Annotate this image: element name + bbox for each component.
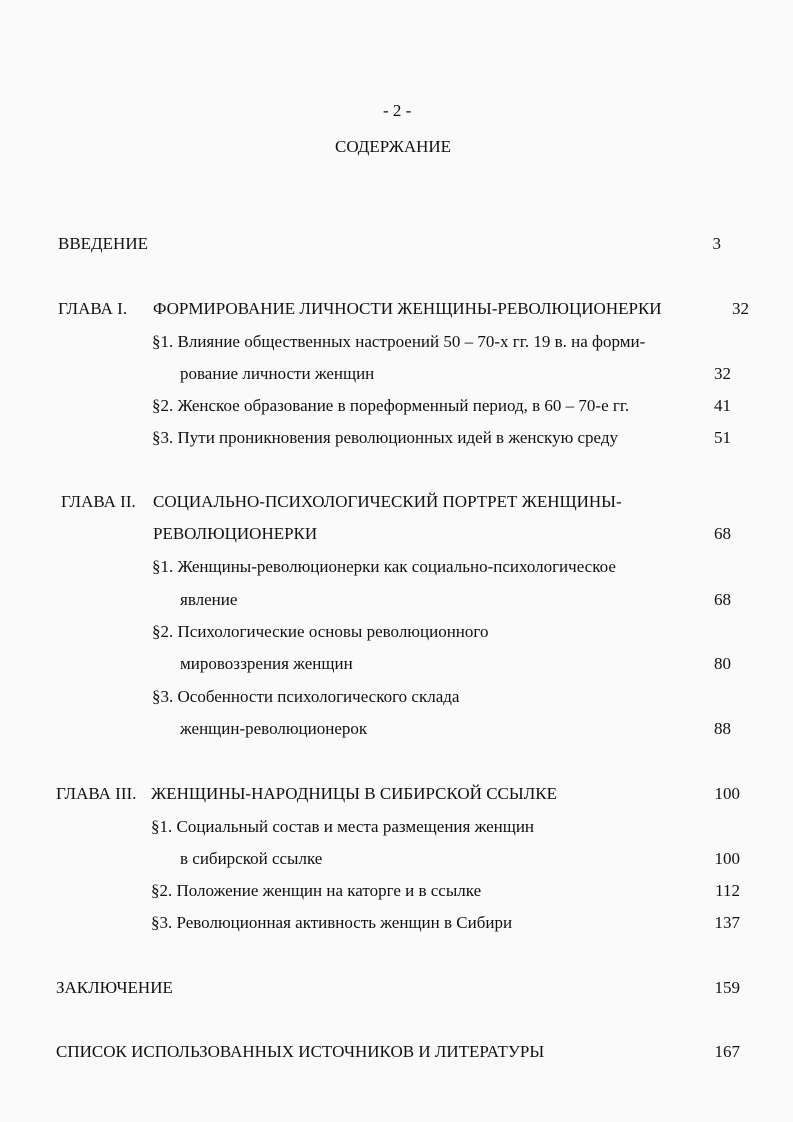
toc-intro-label: ВВЕДЕНИЕ [58,234,148,253]
toc-ch2-sec2-line1: §2. Психологические основы революционного [152,622,489,641]
toc-ch1-sec3-line1: §3. Пути проникновения революционных идей в женскую среду [152,428,619,447]
toc-chapter-3-page: 100 [714,784,740,803]
toc-intro-page: 3 [712,234,721,253]
toc-ch1-sec2-page: 41 [714,396,731,415]
toc-chapter-2-page: 68 [714,524,731,543]
toc-chapter-1-title: ФОРМИРОВАНИЕ ЛИЧНОСТИ ЖЕНЩИНЫ-РЕВОЛЮЦИОНЕРКИ [153,299,662,318]
toc-chapter-3-label: ГЛАВА III. [56,784,137,803]
toc-conclusion-label: ЗАКЛЮЧЕНИЕ [56,978,173,997]
toc-ch3-sec2-page: 112 [715,881,740,900]
toc-chapter-3-title: ЖЕНЩИНЫ-НАРОДНИЦЫ В СИБИРСКОЙ ССЫЛКЕ [151,784,557,803]
toc-ch2-sec2-line2: мировоззрения женщин [180,654,353,673]
toc-ch1-sec2-line1: §2. Женское образование в пореформенный период, в 60 – 70-е гг. [152,396,630,415]
page-number: - 2 - [383,101,412,120]
toc-ch1-sec1-line2: рование личности женщин [180,364,375,383]
toc-ch1-sec1-line1: §1. Влияние общественных настроений 50 – 70-х гг. 19 в. на форми- [152,332,646,351]
toc-references-page: 167 [714,1042,740,1061]
toc-chapter-1-label: ГЛАВА I. [58,299,128,318]
toc-ch2-sec1-line1: §1. Женщины-революционерки как социально-психологическое [152,557,616,576]
toc-ch3-sec2-line1: §2. Положение женщин на каторге и в ссылке [151,881,482,900]
toc-ch3-sec1-page: 100 [714,849,740,868]
toc-ch2-sec3-page: 88 [714,719,731,738]
toc-ch3-sec1-line1: §1. Социальный состав и места размещения женщин [151,817,535,836]
toc-ch2-sec1-page: 68 [714,590,731,609]
toc-ch3-sec3-page: 137 [714,913,740,932]
page-title: СОДЕРЖАНИЕ [335,137,452,156]
toc-ch3-sec1-line2: в сибирской ссылке [180,849,323,868]
toc-conclusion-page: 159 [714,978,740,997]
toc-ch1-sec1-page: 32 [714,364,731,383]
toc-chapter-2-title-line2: РЕВОЛЮЦИОНЕРКИ [153,524,318,543]
toc-ch2-sec3-line2: женщин-революционерок [180,719,368,738]
toc-chapter-2-label: ГЛАВА II. [61,492,136,511]
toc-references-label: СПИСОК ИСПОЛЬЗОВАННЫХ ИСТОЧНИКОВ И ЛИТЕРАТУРЫ [56,1042,545,1061]
toc-chapter-2-title: СОЦИАЛЬНО-ПСИХОЛОГИЧЕСКИЙ ПОРТРЕТ ЖЕНЩИНЫ- [153,492,622,511]
toc-ch2-sec1-line2: явление [180,590,238,609]
toc-chapter-1-page: 32 [732,299,749,318]
toc-ch1-sec3-page: 51 [714,428,731,447]
toc-ch2-sec2-page: 80 [714,654,731,673]
toc-ch3-sec3-line1: §3. Революционная активность женщин в Сибири [151,913,513,932]
toc-ch2-sec3-line1: §3. Особенности психологического склада [152,687,460,706]
